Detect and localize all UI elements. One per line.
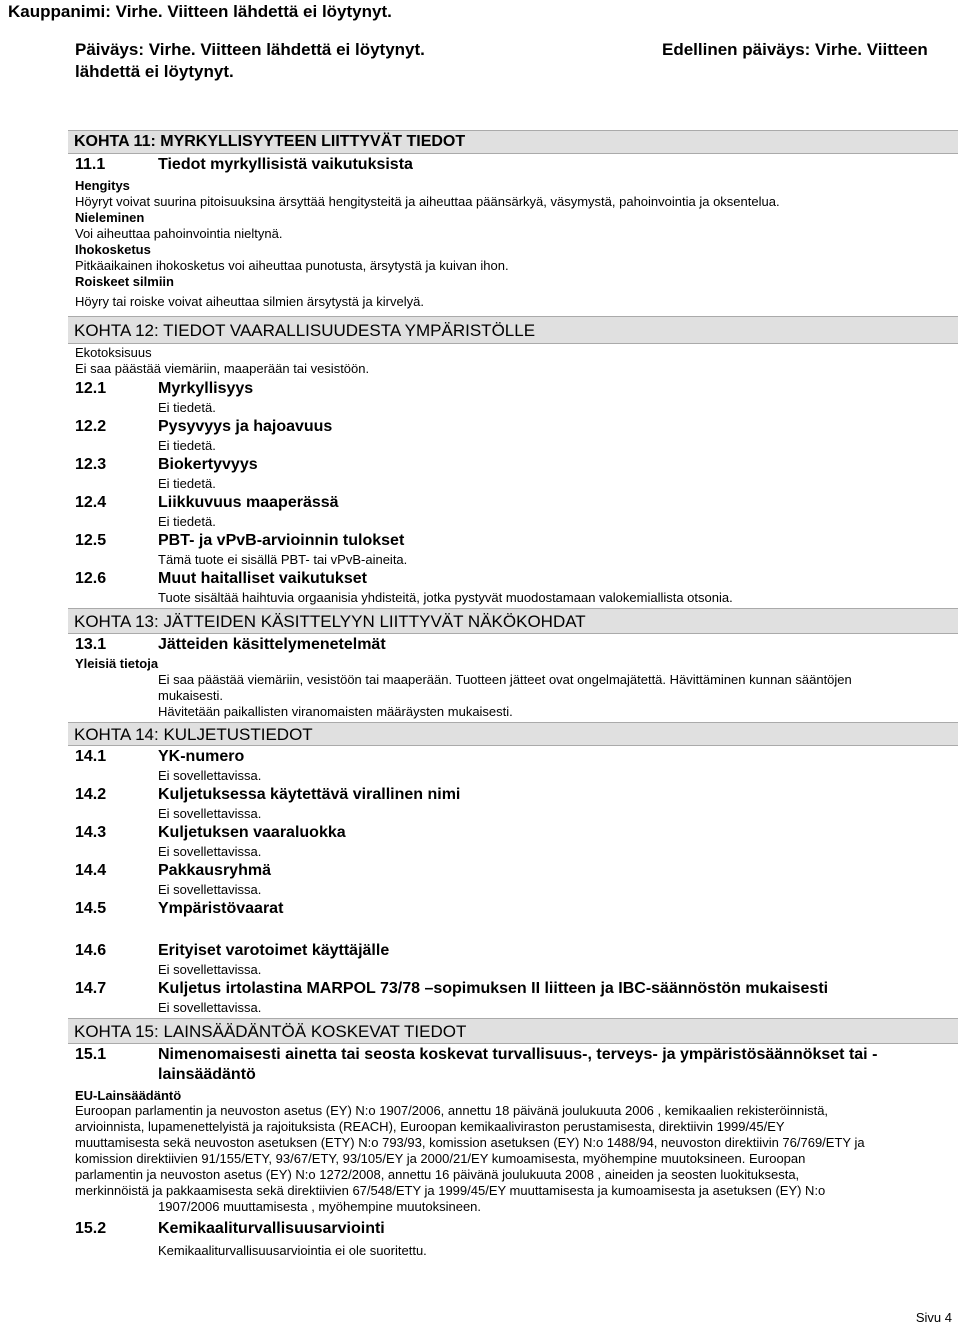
subsection-text: Ei tiedetä. — [158, 514, 216, 529]
subsection-title: Kuljetuksen vaaraluokka — [158, 824, 346, 841]
subsection-title: Pysyvyys ja hajoavuus — [158, 418, 333, 435]
subsection-title: Kuljetuksessa käytettävä virallinen nimi — [158, 786, 461, 803]
item-label: Hengitys — [75, 178, 130, 193]
subsection-number: 14.1 — [75, 748, 107, 765]
disposal-text: mukaisesti. — [158, 688, 224, 703]
subsection-number: 12.1 — [75, 380, 107, 397]
subsection-number: 13.1 — [75, 636, 107, 653]
subsection-number: 14.5 — [75, 900, 107, 917]
subsection-number: 15.1 — [75, 1046, 107, 1063]
subsection-text: Ei sovellettavissa. — [158, 882, 262, 897]
subsection-title: Liikkuvuus maaperässä — [158, 494, 339, 511]
section-15-header — [68, 1018, 958, 1044]
trade-name: Kauppanimi: Virhe. Viitteen lähdettä ei löytynyt. — [8, 2, 392, 21]
item-label: Nieleminen — [75, 210, 145, 225]
subsection-number: 14.3 — [75, 824, 107, 841]
page-number: Sivu 4 — [915, 1310, 952, 1325]
subsection-title: Kemikaaliturvallisuusarviointi — [158, 1220, 385, 1237]
item-text: Pitkäaikainen ihokosketus voi aiheuttaa punotusta, ärsytystä ja kuivan ihon. — [75, 258, 509, 273]
subsection-title: Kuljetus irtolastina MARPOL 73/78 –sopimuksen II liitteen ja IBC-säännöstön mukaisesti — [158, 980, 829, 997]
subsection-title-cont: lainsäädäntö — [158, 1066, 256, 1083]
subsection-text: Ei sovellettavissa. — [158, 806, 262, 821]
subsection-title: Tiedot myrkyllisistä vaikutuksista — [158, 156, 413, 173]
subsection-text: Tämä tuote ei sisällä PBT- tai vPvB-aineita. — [158, 552, 408, 567]
subsection-number: 14.4 — [75, 862, 107, 879]
disposal-text: Ei saa päästää viemäriin, vesistöön tai maaperään. Tuotteen jätteet ovat ongelmajätettä. Hävittäminen kunnan sääntöjen — [158, 672, 852, 687]
subsection-number: 12.6 — [75, 570, 107, 587]
subsection-title: Ympäristövaarat — [158, 900, 284, 917]
section-12-header — [68, 316, 958, 344]
subsection-number: 12.2 — [75, 418, 107, 435]
subsection-title: Pakkausryhmä — [158, 862, 271, 879]
ecotox-label: Ekotoksisuus — [75, 345, 152, 360]
item-text: Höyry tai roiske voivat aiheuttaa silmien ärsytystä ja kirvelyä. — [75, 294, 424, 309]
subsection-text: Ei sovellettavissa. — [158, 1000, 262, 1015]
section-13-header — [68, 608, 958, 634]
subsection-title: Biokertyvyys — [158, 456, 258, 473]
subsection-number: 12.4 — [75, 494, 107, 511]
subsection-number: 12.5 — [75, 532, 107, 549]
previous-date: Edellinen päiväys: Virhe. Viitteen — [662, 40, 928, 59]
ecotox-text: Ei saa päästää viemäriin, maaperään tai vesistöön. — [75, 361, 370, 376]
eu-legislation-label: EU-Lainsäädäntö — [75, 1088, 182, 1103]
eu-legislation-line: 1907/2006 muuttamisesta , myöhempine muutoksineen. — [158, 1199, 482, 1214]
section-14-header — [68, 722, 958, 746]
subsection-title: Myrkyllisyys — [158, 380, 254, 397]
subsection-text: Ei sovellettavissa. — [158, 768, 262, 783]
section-11-header — [68, 130, 958, 154]
subsection-title: Muut haitalliset vaikutukset — [158, 570, 367, 587]
disposal-text: Hävitetään paikallisten viranomaisten määräysten mukaisesti. — [158, 704, 513, 719]
subsection-number: 14.7 — [75, 980, 107, 997]
date-line: Päiväys: Virhe. Viitteen lähdettä ei löytynyt. — [75, 40, 425, 59]
subsection-text: Kemikaaliturvallisuusarviointia ei ole suoritettu. — [158, 1243, 427, 1258]
subsection-text: Tuote sisältää haihtuvia orgaanisia yhdisteitä, jotka pystyvät muodostamaan valokemiallista otsonia. — [158, 590, 733, 605]
section-13-title: KOHTA 13: JÄTTEIDEN KÄSITTELYYN LIITTYVÄT NÄKÖKOHDAT — [74, 612, 586, 631]
section-11-title: KOHTA 11: MYRKYLLISYYTEEN LIITTYVÄT TIEDOT — [74, 133, 466, 150]
subsection-text: Ei sovellettavissa. — [158, 844, 262, 859]
subsection-text: Ei tiedetä. — [158, 400, 216, 415]
eu-legislation-line: parlamentin ja neuvoston asetus (EY) N:o 1272/2008, annettu 16 päivänä joulukuuta 2008 , aineiden ja seosten luokituksesta, — [75, 1167, 800, 1182]
item-text: Höyryt voivat suurina pitoisuuksina ärsyttää hengitysteitä ja aiheuttaa päänsärkyä, väsymystä, pahoinvointia ja oksentelua. — [75, 194, 780, 209]
subsection-number: 14.2 — [75, 786, 107, 803]
subsection-title: PBT- ja vPvB-arvioinnin tulokset — [158, 532, 405, 549]
subsection-text: Ei tiedetä. — [158, 476, 216, 491]
subsection-title: Jätteiden käsittelymenetelmät — [158, 636, 386, 653]
subsection-number: 15.2 — [75, 1220, 107, 1237]
section-12-title: KOHTA 12: TIEDOT VAARALLISUUDESTA YMPÄRISTÖLLE — [74, 321, 536, 340]
item-label: Ihokosketus — [75, 242, 151, 257]
section-14-title: KOHTA 14: KULJETUSTIEDOT — [74, 725, 313, 744]
subsection-number: 12.3 — [75, 456, 107, 473]
subsection-title: YK-numero — [158, 748, 245, 765]
subsection-title: Erityiset varotoimet käyttäjälle — [158, 942, 390, 959]
eu-legislation-line: Euroopan parlamentin ja neuvoston asetus (EY) N:o 1907/2006, annettu 18 päivänä joulukuuta 2006 , kemikaalien rekisteröinnistä, — [75, 1103, 829, 1118]
date-line-cont: lähdettä ei löytynyt. — [75, 62, 234, 81]
eu-legislation-line: merkinnöistä ja pakkaamisesta sekä direktiivien 67/548/ETY ja 1999/45/EY muuttamisesta ja kumoamisesta ja asetuksen (EY) N:o — [75, 1183, 826, 1198]
subsection-number: 11.1 — [75, 156, 106, 173]
subsection-number: 14.6 — [75, 942, 107, 959]
eu-legislation-line: arvioinnista, lupamenettelyistä ja rajoituksista (REACH), Euroopan kemikaaliviraston perustamisesta, direktiivin 1999/45/EY — [75, 1119, 785, 1134]
subsection-title: Nimenomaisesti ainetta tai seosta koskevat turvallisuus-, terveys- ja ympäristösäännökset tai - — [158, 1046, 878, 1063]
subsection-text: Ei sovellettavissa. — [158, 962, 262, 977]
item-label: Roiskeet silmiin — [75, 274, 174, 289]
eu-legislation-line: muuttamisesta sekä neuvoston asetuksen (ETY) N:o 793/93, komission asetuksen (EY) N:o 1488/94, neuvoston direktiivin 76/769/ETY ja — [75, 1135, 865, 1150]
eu-legislation-line: komission direktiivien 91/155/ETY, 93/67/ETY, 93/105/EY ja 2000/21/EY kumoamisesta, myöhempine muutoksineen. Euroopan — [75, 1151, 806, 1166]
subsection-text: Ei tiedetä. — [158, 438, 216, 453]
section-15-title: KOHTA 15: LAINSÄÄDÄNTÖÄ KOSKEVAT TIEDOT — [74, 1022, 467, 1041]
general-info-label: Yleisiä tietoja — [75, 656, 159, 671]
item-text: Voi aiheuttaa pahoinvointia nieltynä. — [75, 226, 283, 241]
